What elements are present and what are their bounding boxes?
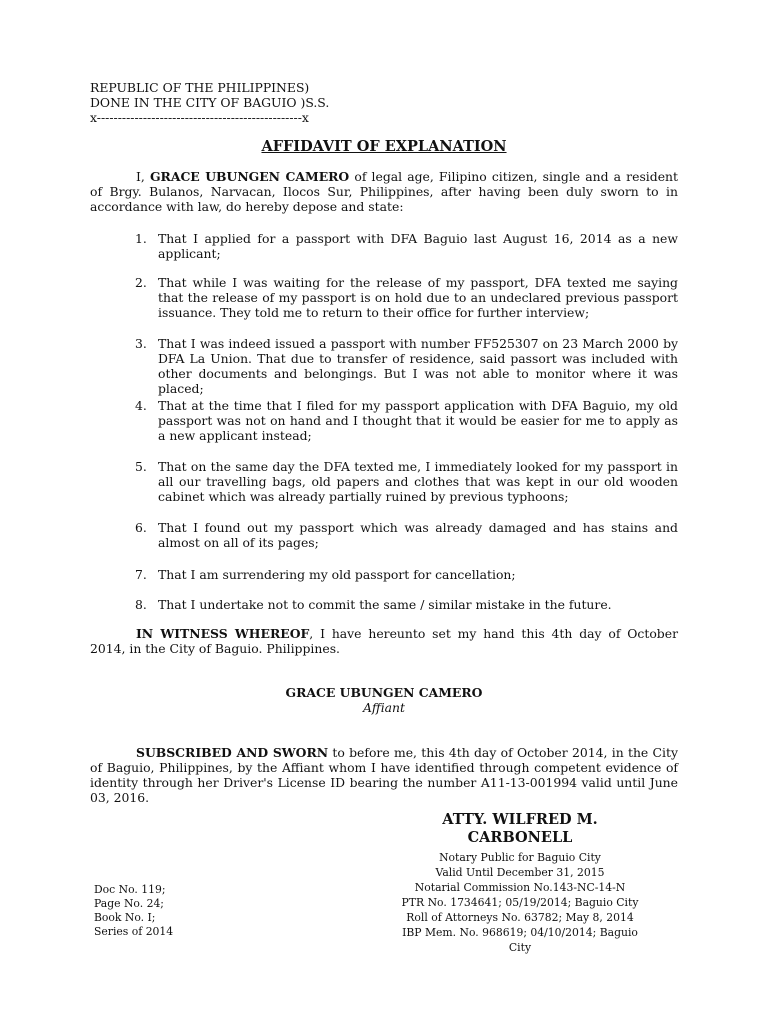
page-number: Page No. 24; [94, 897, 164, 910]
document-register-info [94, 883, 234, 939]
intro-text: of legal age, Filipino citizen, single and a resident of Brgy. Bulanos, Narvacan, Ilocos Sur, Philippines, after having been duly sworn to in accordance with law, do hereby depose and state: [90, 169, 678, 214]
intro-affiant-name: GRACE UBUNGEN CAMERO [149, 169, 350, 184]
document-title: AFFIDAVIT OF EXPLANATION [261, 138, 507, 155]
intro-lead: I, [136, 169, 150, 184]
venue-caption [90, 80, 390, 125]
affiant-label: Affiant [362, 700, 406, 715]
book-number: Book No. I; [94, 911, 156, 924]
notary-detail: IBP Mem. No. 968619; 04/10/2014; Baguio City [402, 926, 638, 954]
item-number: 2. [135, 275, 147, 290]
witness-heading: IN WITNESS WHEREOF [136, 626, 310, 641]
item-number: 1. [135, 231, 147, 246]
caption-line-republic: REPUBLIC OF THE PHILIPPINES) [90, 80, 310, 95]
caption-separator: x-------------------------------------------------x [90, 110, 309, 125]
item-number: 7. [135, 567, 147, 582]
doc-number: Doc No. 119; [94, 883, 166, 896]
notary-block [390, 811, 650, 955]
affiant-name: GRACE UBUNGEN CAMERO [285, 685, 483, 700]
item-text: That I am surrendering my old passport for cancellation; [158, 567, 516, 582]
item-text: That on the same day the DFA texted me, I immediately looked for my passport in all our travelling bags, old papers and clothes that was kept in our old wooden cabinet which was already partially ruined by previous typhoons; [158, 459, 678, 504]
item-text: That I applied for a passport with DFA Baguio last August 16, 2014 as a new applicant; [158, 231, 678, 261]
item-number: 5. [135, 459, 147, 474]
jurat-heading: SUBSCRIBED AND SWORN [136, 745, 329, 760]
witness-paragraph [90, 626, 678, 656]
intro-paragraph [90, 169, 678, 214]
jurat-paragraph [90, 745, 678, 805]
witness-text: , I have hereunto set my hand this 4th day of October 2014, in the City of Baguio. Philippines. [90, 626, 678, 656]
series-year: Series of 2014 [94, 925, 174, 938]
affiant-signature-block [0, 685, 768, 715]
notary-detail: Notary Public for Baguio City [439, 851, 601, 864]
item-number: 6. [135, 520, 147, 535]
notary-detail: Valid Until December 31, 2015 [435, 866, 605, 879]
jurat-text: to before me, this 4th day of October 2014, in the City of Baguio, Philippines, by the Affiant whom I have identified through competent evidence of identity through her Driver's License ID bearing the number A11-13-001994 valid until June 03, 2016. [90, 745, 678, 805]
item-text: That I was indeed issued a passport with number FF525307 on 23 March 2000 by DFA La Union. That due to transfer of residence, said passort was included with other documents and belongings. But I was not able to monitor where it was placed; [158, 336, 678, 396]
item-number: 8. [135, 597, 147, 612]
item-text: That I found out my passport which was already damaged and has stains and almost on all of its pages; [158, 520, 678, 550]
item-text: That at the time that I filed for my passport application with DFA Baguio, my old passport was not on hand and I thought that it would be easier for me to apply as a new applicant instead; [158, 398, 678, 443]
notary-detail: Roll of Attorneys No. 63782; May 8, 2014 [406, 911, 634, 924]
notary-detail: PTR No. 1734641; 05/19/2014; Baguio City [401, 896, 639, 909]
notary-name: ATTY. WILFRED M. CARBONELL [442, 811, 598, 846]
item-text: That I undertake not to commit the same / similar mistake in the future. [158, 597, 612, 612]
notary-detail: Notarial Commission No.143-NC-14-N [414, 881, 626, 894]
item-number: 3. [135, 336, 147, 351]
item-text: That while I was waiting for the release of my passport, DFA texted me saying that the release of my passport is on hold due to an undeclared previous passport issuance. They told me to return to their office for further interview; [158, 275, 678, 320]
caption-line-city: DONE IN THE CITY OF BAGUIO )S.S. [90, 95, 330, 110]
item-number: 4. [135, 398, 147, 413]
